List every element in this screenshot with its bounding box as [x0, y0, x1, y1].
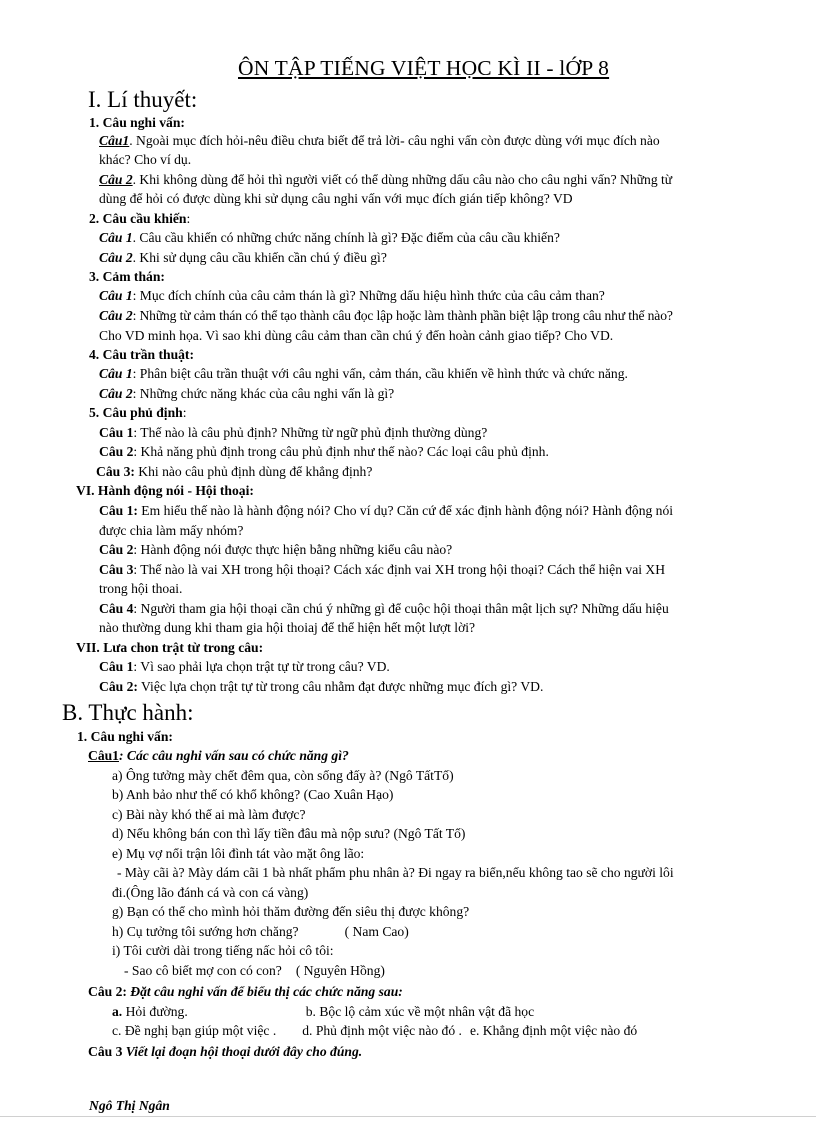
c2-c: c. Đề nghị bạn giúp một việc . — [112, 1023, 277, 1038]
s2-q2 — [99, 249, 387, 267]
item-i-source: ( Nguyên Hồng) — [295, 963, 385, 978]
p1-c2 — [88, 983, 403, 1001]
s1-q1-cont: khác? Cho ví dụ. — [99, 152, 192, 167]
s6-q4-text: : Người tham gia hội thoại cần chú ý những gì để cuộc hội thoại thân mật lịch sự? Những dấu hiệu — [133, 601, 669, 616]
item-e: e) Mụ vợ nổi trận lôi đình tát vào mặt ông lão: — [112, 846, 365, 861]
s6-q1 — [99, 502, 673, 520]
s5-q2 — [99, 443, 549, 461]
s7-q1 — [99, 658, 390, 676]
item-i-quote: - Sao cô biết mợ con có con? — [124, 963, 282, 978]
s4-heading: 4. Câu trần thuật: — [89, 347, 194, 362]
p1-heading: 1. Câu nghi vấn: — [77, 729, 173, 744]
item-e-quote: - Mày cãi à? Mày dám cãi 1 bà nhất phẩm phu nhân à? Đi ngay ra biển,nếu không tao sẽ cho người lôi — [117, 865, 674, 880]
s6-q3-label: Câu 3 — [99, 562, 134, 577]
item-c: c) Bài này khó thế ai mà làm được? — [112, 807, 306, 822]
s3-q1-text: : Mục đích chính của câu cảm thán là gì? Những dấu hiệu hình thức của câu cảm than? — [132, 288, 605, 303]
s3-q1 — [99, 287, 605, 305]
c2-a: Hỏi đường. — [122, 1004, 188, 1019]
s3-q2-label: Câu 2 — [99, 308, 133, 323]
s5-q1 — [99, 424, 487, 442]
item-i: i) Tôi cười dài trong tiếng nấc hỏi cô tôi: — [112, 943, 334, 958]
c2-row2 — [112, 1022, 637, 1040]
c2-row1 — [112, 1003, 534, 1021]
item-d: d) Nếu không bán con thì lấy tiền đâu mà nộp sưu? (Ngô Tất Tố) — [112, 826, 466, 841]
s2-heading-colon: : — [186, 211, 191, 226]
s3-q2 — [99, 307, 673, 325]
c2-e: e. Khẳng định một việc nào đó — [469, 1023, 638, 1038]
s6-q4 — [99, 600, 669, 618]
item-h — [112, 923, 409, 941]
s2-q1-label: Câu 1 — [99, 230, 133, 245]
s1-q2 — [99, 171, 672, 189]
item-a: a) Ông tưởng mày chết đêm qua, còn sống đấy à? (Ngô TấtTố) — [112, 768, 454, 783]
s6-q2 — [99, 541, 452, 559]
theory-heading: I. Lí thuyết: — [88, 87, 198, 112]
s6-heading: VI. Hành động nói - Hội thoại: — [76, 483, 254, 498]
s1-q1 — [99, 132, 660, 150]
footer-rule — [0, 1116, 816, 1117]
item-g: g) Bạn có thể cho mình hỏi thăm đường đến siêu thị được không? — [112, 904, 470, 919]
s5-heading-colon: : — [182, 405, 187, 420]
s5-q2-label: Câu 2 — [99, 444, 134, 459]
s7-heading: VII. Lưa chon trật từ trong câu: — [76, 640, 264, 655]
s7-q1-text: : Vì sao phải lựa chọn trật tự từ trong câu? VD. — [133, 659, 390, 674]
s4-q2-label: Câu 2 — [99, 386, 133, 401]
p1-c3-label: Câu 3 — [88, 1044, 123, 1059]
s6-q2-label: Câu 2 — [99, 542, 134, 557]
s1-q1-label: Câu1 — [99, 133, 130, 148]
s3-q1-label: Câu 1 — [99, 288, 133, 303]
s1-q1-text: . Ngoài mục đích hỏi-nêu điều chưa biết để trả lời- câu nghi vấn còn được dùng với mục đích nào — [129, 133, 660, 148]
s7-q2 — [99, 678, 543, 696]
s3-q2-cont: Cho VD minh họa. Vì sao khi dùng câu cảm than cần chú ý đến hoàn cảnh giao tiếp? Cho VD. — [99, 328, 614, 343]
p1-c1-text: : Các câu nghi vấn sau có chức năng gì? — [118, 748, 349, 763]
item-b: b) Anh bảo như thế có khổ không? (Cao Xuân Hạo) — [112, 787, 394, 802]
s7-q1-label: Câu 1 — [99, 659, 134, 674]
s4-q1 — [99, 365, 628, 383]
s4-q2 — [99, 385, 394, 403]
p1-c1 — [88, 747, 349, 765]
item-h-text: h) Cụ tưởng tôi sướng hơn chăng? — [112, 924, 299, 939]
s2-q2-label: Câu 2 — [99, 250, 133, 265]
s2-heading-line — [89, 210, 190, 228]
s5-q1-text: : Thế nào là câu phủ định? Những từ ngữ phủ định thường dùng? — [133, 425, 488, 440]
s7-q2-label: Câu 2: — [99, 679, 138, 694]
c2-d: d. Phủ định một việc nào đó . — [302, 1023, 462, 1038]
s2-heading: 2. Câu cầu khiến — [89, 211, 187, 226]
s1-q2-cont: dùng để hỏi có được dùng khi sử dụng câu nghi vấn với mục đích gián tiếp không? VD — [99, 191, 573, 206]
s2-q1-text: . Câu cầu khiến có những chức năng chính là gì? Đặc điểm của câu cầu khiến? — [132, 230, 560, 245]
s1-q2-text: . Khi không dùng để hỏi thì người viết có thể dùng những dấu câu nào cho câu nghi vấn? Những từ — [132, 172, 673, 187]
s1-q2-label: Câu 2 — [99, 172, 133, 187]
s4-q2-text: : Những chức năng khác của câu nghi vấn là gì? — [132, 386, 395, 401]
s5-q3-label: Câu 3: — [96, 464, 135, 479]
p1-c3 — [88, 1043, 362, 1061]
s6-q4-cont: nào thường dung khi tham gia hội thoiaj để thể hiện hết một lượt lời? — [99, 620, 476, 635]
s5-q3 — [96, 463, 372, 481]
item-e-cont: đi.(Ông lão đánh cá và con cá vàng) — [112, 885, 309, 900]
item-h-source: ( Nam Cao) — [344, 924, 409, 939]
c2-a-label: a. — [112, 1004, 123, 1019]
s6-q3-text: : Thế nào là vai XH trong hội thoại? Cách xác định vai XH trong hội thoại? Cách thể hiện vai XH — [133, 562, 666, 577]
s6-q2-text: : Hành động nói được thực hiện bằng những kiểu câu nào? — [133, 542, 453, 557]
s5-q2-text: : Khả năng phủ định trong câu phủ định như thế nào? Các loại câu phủ định. — [133, 444, 549, 459]
s3-heading: 3. Cảm thán: — [89, 269, 165, 284]
s6-q3-cont: trong hội thoai. — [99, 581, 183, 596]
s5-q3-text: Khi nào câu phủ định dùng để khẳng định? — [134, 464, 373, 479]
s2-q1 — [99, 229, 560, 247]
s3-q2-text: : Những từ cảm thán có thể tạo thành câu đọc lập hoặc làm thành phần biệt lập trong câu như thế nào? — [132, 308, 673, 323]
practice-heading: B. Thực hành: — [62, 700, 194, 725]
s4-q1-text: : Phân biệt câu trần thuật với câu nghi vấn, cảm thán, cầu khiến về hình thức và chức năng. — [132, 366, 628, 381]
s7-q2-text: Việc lựa chọn trật tự từ trong câu nhằm đạt được những mục đích gì? VD. — [137, 679, 544, 694]
s6-q3 — [99, 561, 665, 579]
s5-heading-line — [89, 404, 186, 422]
p1-c3-text: Viết lại đoạn hội thoại dưới đây cho đúng. — [122, 1044, 363, 1059]
c2-b: b. Bộc lộ cảm xúc về một nhân vật đã học — [305, 1004, 535, 1019]
footer-author: Ngô Thị Ngân — [89, 1098, 170, 1113]
s6-q4-label: Câu 4 — [99, 601, 134, 616]
page-title: ÔN TẬP TIẾNG VIỆT HỌC KÌ II - lỚP 8 — [238, 56, 610, 80]
s1-heading: 1. Câu nghi vấn: — [89, 115, 185, 130]
s6-q1-text: Em hiểu thế nào là hành động nói? Cho ví dụ? Căn cứ để xác định hành động nói? Hành động nói — [137, 503, 674, 518]
s5-q1-label: Câu 1 — [99, 425, 134, 440]
s5-heading: 5. Câu phủ định — [89, 405, 183, 420]
s4-q1-label: Câu 1 — [99, 366, 133, 381]
p1-c2-text: Đặt câu nghi vấn để biểu thị các chức năng sau: — [126, 984, 403, 999]
s6-q1-cont: được chia làm mấy nhóm? — [99, 523, 244, 538]
s6-q1-label: Câu 1: — [99, 503, 138, 518]
item-i-quote-line — [124, 962, 385, 980]
s2-q2-text: . Khi sử dụng câu cầu khiến cần chú ý điều gì? — [132, 250, 387, 265]
p1-c2-label: Câu 2: — [88, 984, 127, 999]
p1-c1-label: Câu1 — [88, 748, 119, 763]
